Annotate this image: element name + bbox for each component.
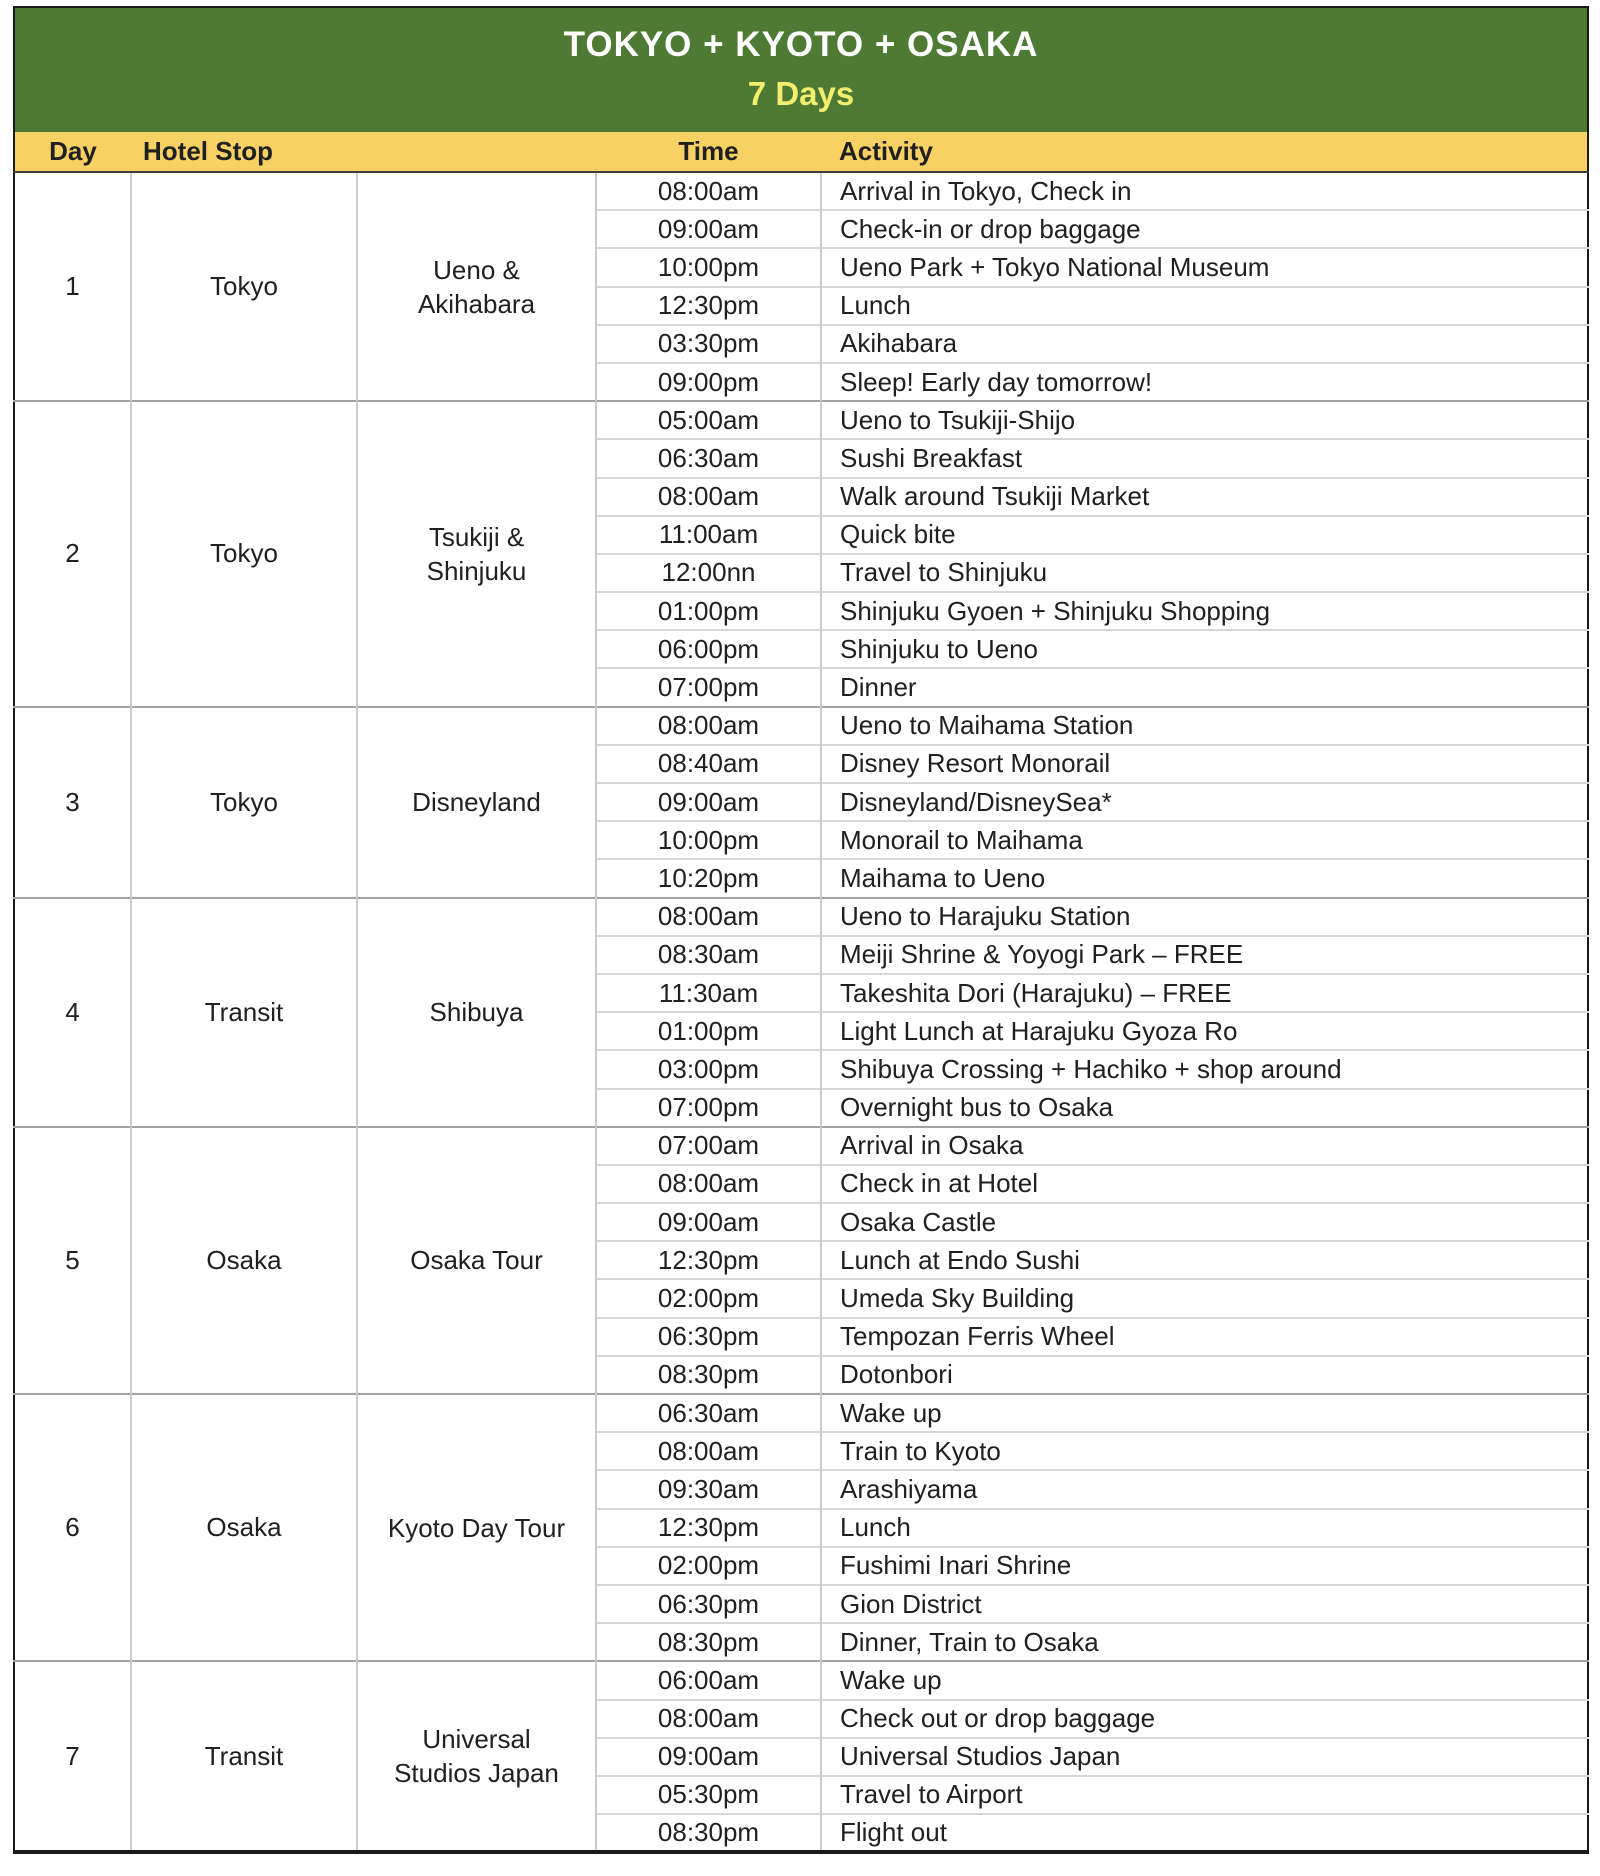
time-cell: 12:30pm [596, 1241, 821, 1279]
time-cell: 11:30am [596, 974, 821, 1012]
area-cell [357, 898, 596, 1127]
time-cell: 08:30pm [596, 1814, 821, 1852]
column-header-hotel-stop: Hotel Stop [131, 132, 357, 172]
activity-cell: Monorail to Maihama [821, 821, 1588, 859]
area-line: Ueno & [433, 254, 520, 285]
hotel-stop-cell: Osaka [131, 1127, 357, 1394]
activity-cell: Check out or drop baggage [821, 1700, 1588, 1738]
time-cell: 08:00am [596, 172, 821, 210]
activity-cell: Check-in or drop baggage [821, 210, 1588, 248]
activity-cell: Tempozan Ferris Wheel [821, 1318, 1588, 1356]
time-cell: 05:30pm [596, 1776, 821, 1814]
time-cell: 05:00am [596, 401, 821, 439]
time-cell: 09:00am [596, 783, 821, 821]
time-cell: 08:00am [596, 1165, 821, 1203]
hotel-stop-cell: Transit [131, 898, 357, 1127]
activity-cell: Disneyland/DisneySea* [821, 783, 1588, 821]
activity-cell: Lunch [821, 287, 1588, 325]
itinerary-body [14, 172, 1588, 1852]
column-header-day: Day [14, 132, 131, 172]
time-cell: 08:30pm [596, 1623, 821, 1661]
hotel-stop-cell: Transit [131, 1661, 357, 1852]
activity-cell: Ueno to Harajuku Station [821, 898, 1588, 936]
itinerary-row [14, 1127, 1588, 1165]
activity-cell: Flight out [821, 1814, 1588, 1852]
time-cell: 06:30pm [596, 1585, 821, 1623]
day-number-cell: 1 [14, 172, 131, 401]
activity-cell: Walk around Tsukiji Market [821, 478, 1588, 516]
itinerary-row [14, 707, 1588, 745]
area-cell [357, 1127, 596, 1394]
time-cell: 03:30pm [596, 325, 821, 363]
activity-cell: Meiji Shrine & Yoyogi Park – FREE [821, 936, 1588, 974]
activity-cell: Train to Kyoto [821, 1432, 1588, 1470]
column-header-row [14, 132, 1588, 172]
time-cell: 02:00pm [596, 1279, 821, 1317]
activity-cell: Arrival in Tokyo, Check in [821, 172, 1588, 210]
activity-cell: Lunch at Endo Sushi [821, 1241, 1588, 1279]
activity-cell: Disney Resort Monorail [821, 745, 1588, 783]
time-cell: 06:30am [596, 439, 821, 477]
hotel-stop-cell: Tokyo [131, 172, 357, 401]
banner-row [14, 7, 1588, 132]
activity-cell: Dotonbori [821, 1356, 1588, 1394]
activity-cell: Wake up [821, 1394, 1588, 1432]
time-cell: 08:00am [596, 1432, 821, 1470]
time-cell: 12:30pm [596, 1509, 821, 1547]
activity-cell: Fushimi Inari Shrine [821, 1547, 1588, 1585]
activity-cell: Sushi Breakfast [821, 439, 1588, 477]
time-cell: 01:00pm [596, 592, 821, 630]
day-number-cell: 5 [14, 1127, 131, 1394]
time-cell: 09:00am [596, 1738, 821, 1776]
time-cell: 03:00pm [596, 1050, 821, 1088]
activity-cell: Arashiyama [821, 1470, 1588, 1508]
activity-cell: Travel to Airport [821, 1776, 1588, 1814]
activity-cell: Shibuya Crossing + Hachiko + shop around [821, 1050, 1588, 1088]
time-cell: 10:00pm [596, 821, 821, 859]
day-number-cell: 7 [14, 1661, 131, 1852]
trip-duration: 7 Days [747, 75, 855, 112]
area-cell [357, 172, 596, 401]
column-header-activity: Activity [821, 132, 1588, 172]
itinerary-table [13, 6, 1589, 1854]
area-cell [357, 1394, 596, 1661]
activity-cell: Shinjuku to Ueno [821, 630, 1588, 668]
activity-cell: Ueno to Maihama Station [821, 707, 1588, 745]
time-cell: 09:00pm [596, 363, 821, 401]
itinerary-row [14, 898, 1588, 936]
activity-cell: Ueno to Tsukiji-Shijo [821, 401, 1588, 439]
area-line: Kyoto Day Tour [387, 1512, 566, 1543]
area-cell [357, 1661, 596, 1852]
activity-cell: Quick bite [821, 516, 1588, 554]
itinerary-row [14, 172, 1588, 210]
time-cell: 08:00am [596, 478, 821, 516]
activity-cell: Takeshita Dori (Harajuku) – FREE [821, 974, 1588, 1012]
area-line: Shinjuku [426, 555, 527, 586]
time-cell: 08:00am [596, 898, 821, 936]
time-cell: 07:00pm [596, 668, 821, 706]
activity-cell: Overnight bus to Osaka [821, 1089, 1588, 1127]
time-cell: 08:00am [596, 707, 821, 745]
area-line: Tsukiji & [428, 521, 525, 552]
activity-cell: Akihabara [821, 325, 1588, 363]
time-cell: 09:00am [596, 1203, 821, 1241]
day-number-cell: 4 [14, 898, 131, 1127]
activity-cell: Wake up [821, 1661, 1588, 1699]
column-header-area [357, 132, 596, 172]
activity-cell: Dinner [821, 668, 1588, 706]
activity-cell: Umeda Sky Building [821, 1279, 1588, 1317]
hotel-stop-cell: Osaka [131, 1394, 357, 1661]
day-number-cell: 6 [14, 1394, 131, 1661]
activity-cell: Dinner, Train to Osaka [821, 1623, 1588, 1661]
time-cell: 06:30pm [596, 1318, 821, 1356]
time-cell: 12:00nn [596, 554, 821, 592]
activity-cell: Lunch [821, 1509, 1588, 1547]
itinerary-row [14, 1661, 1588, 1699]
activity-cell: Arrival in Osaka [821, 1127, 1588, 1165]
time-cell: 10:00pm [596, 248, 821, 286]
activity-cell: Shinjuku Gyoen + Shinjuku Shopping [821, 592, 1588, 630]
area-line: Disneyland [412, 787, 541, 818]
activity-cell: Osaka Castle [821, 1203, 1588, 1241]
banner [14, 7, 1588, 132]
area-line: Akihabara [417, 288, 536, 319]
time-cell: 09:00am [596, 210, 821, 248]
activity-cell: Maihama to Ueno [821, 859, 1588, 897]
time-cell: 08:30am [596, 936, 821, 974]
column-header-time: Time [596, 132, 821, 172]
itinerary-row [14, 1394, 1588, 1432]
area-line: Osaka Tour [410, 1245, 543, 1276]
day-number-cell: 2 [14, 401, 131, 707]
day-number-cell: 3 [14, 707, 131, 898]
time-cell: 10:20pm [596, 859, 821, 897]
activity-cell: Universal Studios Japan [821, 1738, 1588, 1776]
time-cell: 07:00pm [596, 1089, 821, 1127]
time-cell: 06:00am [596, 1661, 821, 1699]
time-cell: 06:30am [596, 1394, 821, 1432]
time-cell: 06:00pm [596, 630, 821, 668]
time-cell: 02:00pm [596, 1547, 821, 1585]
hotel-stop-cell: Tokyo [131, 401, 357, 707]
time-cell: 08:40am [596, 745, 821, 783]
area-line: Universal [422, 1724, 531, 1755]
time-cell: 08:00am [596, 1700, 821, 1738]
area-line: Shibuya [429, 997, 524, 1028]
activity-cell: Light Lunch at Harajuku Gyoza Ro [821, 1012, 1588, 1050]
hotel-stop-cell: Tokyo [131, 707, 357, 898]
trip-title: TOKYO + KYOTO + OSAKA [563, 25, 1039, 64]
area-line: Studios Japan [394, 1758, 559, 1789]
itinerary-row [14, 401, 1588, 439]
time-cell: 12:30pm [596, 287, 821, 325]
area-cell [357, 707, 596, 898]
activity-cell: Ueno Park + Tokyo National Museum [821, 248, 1588, 286]
time-cell: 09:30am [596, 1470, 821, 1508]
time-cell: 08:30pm [596, 1356, 821, 1394]
area-cell [357, 401, 596, 707]
time-cell: 07:00am [596, 1127, 821, 1165]
activity-cell: Travel to Shinjuku [821, 554, 1588, 592]
activity-cell: Check in at Hotel [821, 1165, 1588, 1203]
activity-cell: Sleep! Early day tomorrow! [821, 363, 1588, 401]
activity-cell: Gion District [821, 1585, 1588, 1623]
time-cell: 01:00pm [596, 1012, 821, 1050]
time-cell: 11:00am [596, 516, 821, 554]
